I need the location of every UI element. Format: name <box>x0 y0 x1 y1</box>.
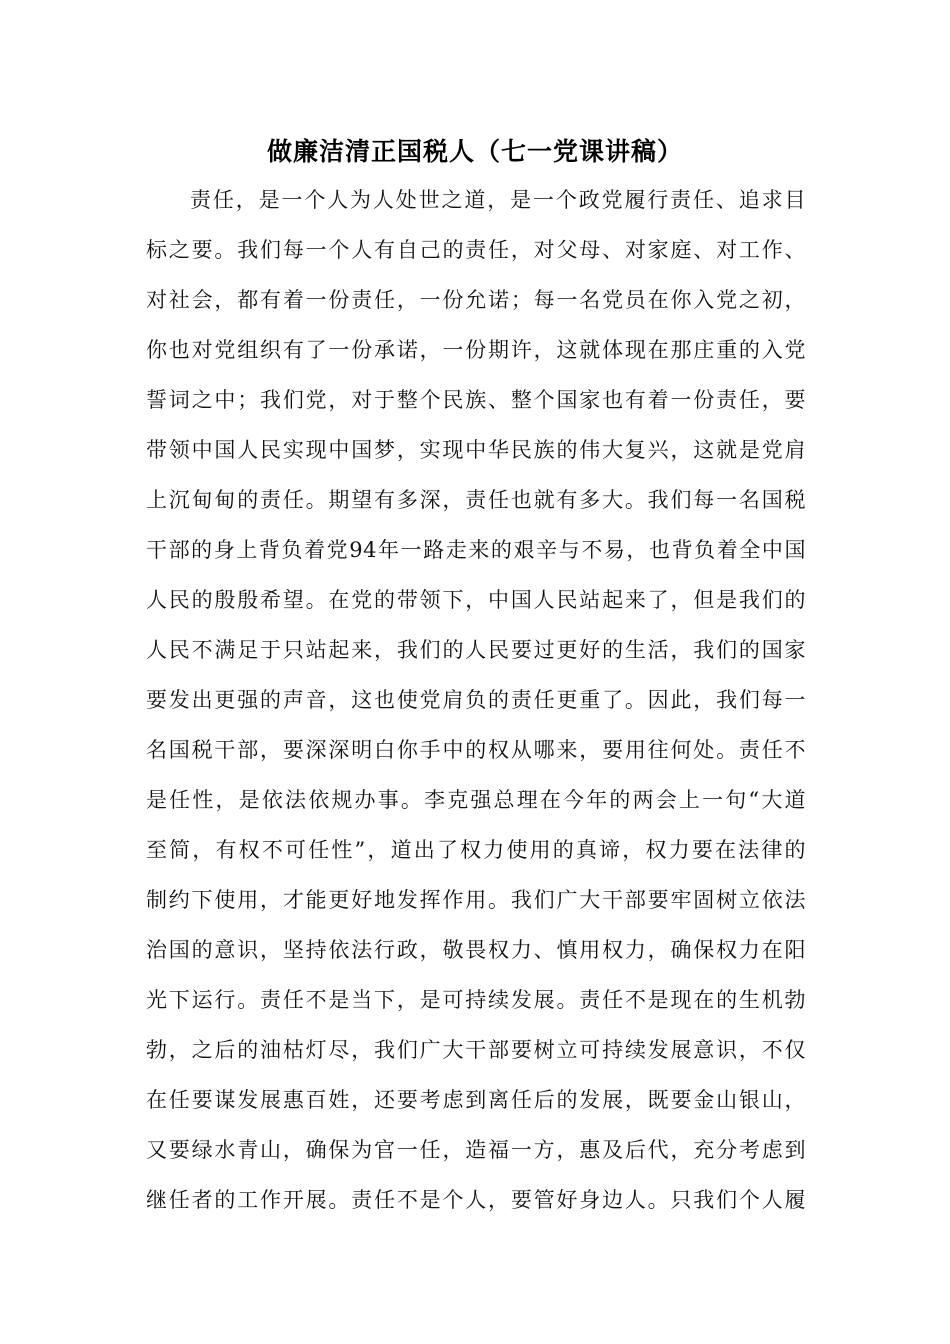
body-line: 光下运行。责任不是当下，是可持续发展。责任不是现在的生机勃 <box>146 988 806 1012</box>
body-line: 带领中国人民实现中国梦，实现中华民族的伟大复兴，这就是党肩 <box>146 438 806 462</box>
body-line: 对社会，都有着一份责任，一份允诺；每一名党员在你入党之初， <box>146 288 806 312</box>
body-line: 人民的殷殷希望。在党的带领下，中国人民站起来了，但是我们的 <box>146 588 806 612</box>
body-line: 至简，有权不可任性”，道出了权力使用的真谛，权力要在法律的 <box>146 838 806 862</box>
body-line: 又要绿水青山，确保为官一任，造福一方，惠及后代，充分考虑到 <box>146 1138 806 1162</box>
body-line: 誓词之中；我们党，对于整个民族、整个国家也有着一份责任，要 <box>146 388 806 412</box>
body-line: 你也对党组织有了一份承诺，一份期许，这就体现在那庄重的入党 <box>146 338 806 362</box>
body-line: 在任要谋发展惠百姓，还要考虑到离任后的发展，既要金山银山， <box>146 1088 806 1112</box>
body-line: 要发出更强的声音，这也使党肩负的责任更重了。因此，我们每一 <box>146 688 806 712</box>
body-line: 是任性，是依法依规办事。李克强总理在今年的两会上一句“大道 <box>146 788 806 812</box>
body-line: 勃，之后的油枯灯尽，我们广大干部要树立可持续发展意识，不仅 <box>146 1038 806 1062</box>
body-line: 继任者的工作开展。责任不是个人，要管好身边人。只我们个人履 <box>146 1188 806 1212</box>
body-line: 上沉甸甸的责任。期望有多深，责任也就有多大。我们每一名国税 <box>146 488 806 512</box>
body-line: 干部的身上背负着党94年一路走来的艰辛与不易，也背负着全中国 <box>146 538 806 562</box>
body-line: 名国税干部，要深深明白你手中的权从哪来，要用往何处。责任不 <box>146 738 806 762</box>
body-line: 责任，是一个人为人处世之道，是一个政党履行责任、追求目 <box>190 188 806 212</box>
body-line: 标之要。我们每一个人有自己的责任，对父母、对家庭、对工作、 <box>146 238 806 262</box>
document-body <box>146 182 806 1232</box>
body-line: 制约下使用，才能更好地发挥作用。我们广大干部要牢固树立依法 <box>146 888 806 912</box>
body-line: 人民不满足于只站起来，我们的人民要过更好的生活，我们的国家 <box>146 638 806 662</box>
document-title: 做廉洁清正国税人（七一党课讲稿） <box>266 137 683 166</box>
body-line: 治国的意识，坚持依法行政，敬畏权力、慎用权力，确保权力在阳 <box>146 938 806 962</box>
